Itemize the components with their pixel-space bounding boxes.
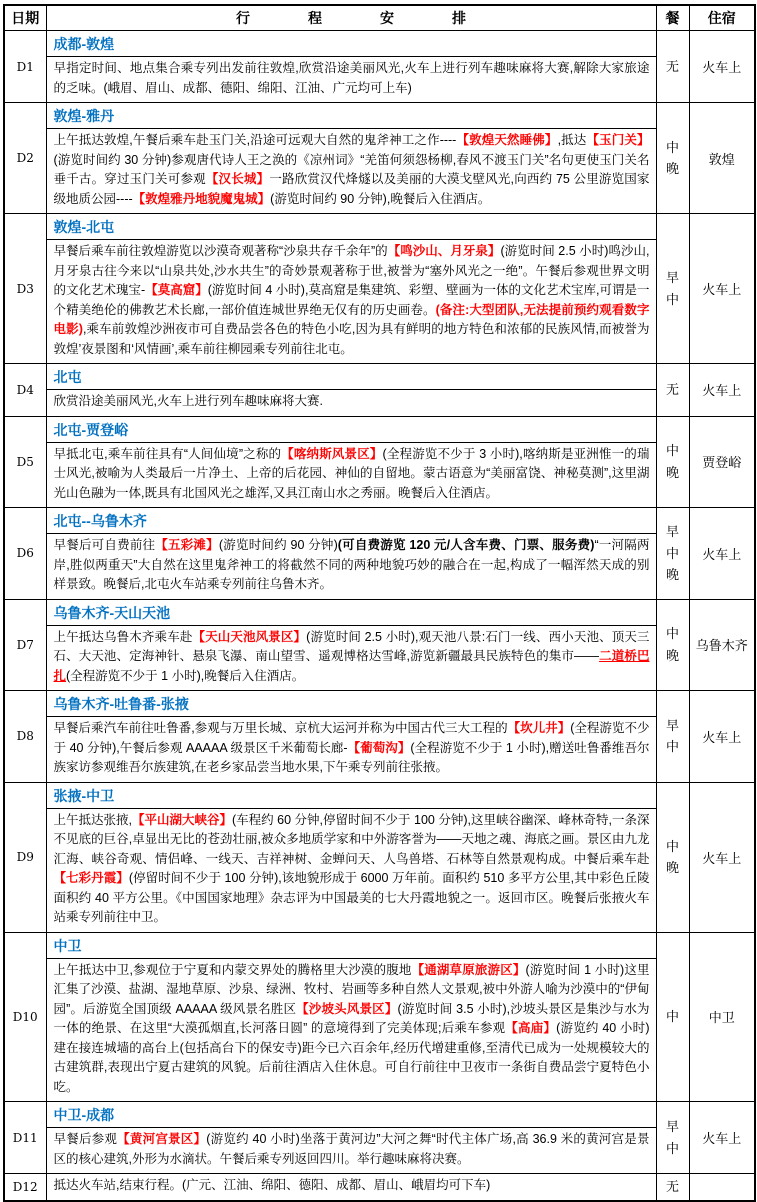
itinerary-cell [46,416,656,508]
lodging-cell: 火车上 [689,214,755,364]
text-segment: 【敦煌雅丹地貌魔鬼城】 [132,191,271,206]
meal-label: 中 [665,1009,679,1025]
text-segment: 上午抵达张掖, [53,812,132,827]
text-segment: (游览时间约 90 分钟) [218,538,338,552]
meal-label: 中 [665,626,679,642]
lodging-cell: 贾登峪 [689,416,755,508]
route-title: 中卫-成都 [53,1107,115,1123]
meals-cell [656,691,689,783]
text-segment: 【喀纳斯风景区】 [281,446,383,461]
header-date: 日期 [4,5,46,31]
route-description [47,809,656,932]
text-segment: (游览时间 2.5 小时),观天池八景:石门一线、西小天池、顶天三石、大天池、定海神针、悬泉飞瀑、南山望雪、遥观博格达雪峰,游览新疆最具民族特色的集市—— [53,629,650,663]
itinerary-cell [46,214,656,364]
itinerary-row [4,782,755,932]
itinerary-row [4,508,755,600]
meal-label: 无 [665,382,679,398]
route-description [47,1174,656,1200]
route-description [47,534,656,599]
itinerary-row [4,214,755,364]
itinerary-cell [46,782,656,932]
text-segment: 【七彩丹霞】 [53,871,129,885]
route-title: 敦煌-北屯 [53,219,115,235]
day-cell: D8 [4,691,46,783]
text-segment: 【鸣沙山、月牙泉】 [387,244,501,258]
route-title: 张掖-中卫 [53,787,115,804]
meal-label: 晚 [665,860,679,875]
itinerary-cell [46,599,656,691]
day-cell: D6 [4,508,46,600]
route-title-bar [47,600,656,626]
route-title-bar [47,691,656,717]
meal-label: 晚 [665,647,679,663]
text-segment: 上午抵达乌鲁木齐乘车赴 [53,629,193,644]
lodging-cell: 火车上 [689,31,755,103]
text-segment: (停留时间不少于 100 分钟),该地貌形成于 6000 万年前。面积约 510 多平方公里,其中彩色丘陵面积约 40 平方公里。《中国国家地理》杂志评为中国最美的七大丹霞地貌之一。返回市区。晚餐后张掖火车站乘专列前往中卫。 [53,871,650,924]
meal-label: 中 [665,739,679,755]
itinerary-row [4,364,755,417]
route-title-bar [47,933,656,959]
text-segment: (游览时间 4 小时),莫高窟是集建筑、彩塑、壁画为一体的文化艺术宝库,可谓是一个精美绝伦的佛教艺术长廊,一部价值连城世界绝无仅有的历史画卷。 [53,283,650,317]
lodging-cell: 乌鲁木齐 [689,599,755,691]
text-segment: “一河隔两岸,胜似两重天”大自然在这里鬼斧神工的将截然不同的两种地貌巧妙的融合在一起,构成了一幅浑然天成的别样景致。晚餐后,北屯火车站乘专列前往乌鲁木齐。 [53,538,650,591]
itinerary-row [4,932,755,1102]
lodging-cell: 敦煌 [689,103,755,214]
route-title: 敦煌-雅丹 [53,108,115,124]
itinerary-row [4,691,755,783]
text-segment: (游览时间 2.5 小时)鸣沙山,月牙泉古往今来以“山泉共处,沙水共生”的奇妙景观著称于世,被誉为“塞外风光之一绝”。午餐后参观世界文明的文化艺术瑰宝- [53,244,650,297]
itinerary-row [4,1102,755,1174]
meals-cell [656,782,689,932]
day-cell: D11 [4,1102,46,1174]
text-segment: 一路欣赏汉代烽燧以及美丽的大漠戈壁风光,向西约 75 公里游览国家级地质公园---- [53,172,650,206]
day-cell: D3 [4,214,46,364]
meals-cell [656,1174,689,1201]
meal-label: 无 [665,58,679,74]
route-title-bar [47,364,656,390]
text-segment: 【沙坡头风景区】 [296,1001,398,1016]
text-segment: 【平山湖大峡谷】 [131,812,233,827]
route-title-bar [47,214,656,240]
lodging-cell: 火车上 [689,508,755,600]
text-segment: 【黄河宫景区】 [117,1132,207,1146]
route-title: 北屯 [53,369,82,385]
meal-label: 中 [665,443,679,459]
day-cell: D10 [4,932,46,1102]
meal-label: 中 [665,545,679,561]
route-title: 北屯--乌鲁木齐 [53,513,147,529]
itinerary-row [4,103,755,214]
text-segment: (全程游览不少于 3 小时),喀纳斯是亚洲惟一的瑞士风光,被喻为人类最后一片净土、上帝的后花园、神仙的自留地。蒙古语意为“美丽富饶、神秘莫测”,这里湖光山色融为一体,既具有北国风光之雄浑,又具江南山水之秀丽。晚餐后入住酒店。 [53,446,650,500]
header-meals: 餐 [656,5,689,31]
meal-label: 晚 [665,566,679,582]
route-title: 中卫 [53,937,82,954]
meals-cell [656,599,689,691]
text-segment: (游览约 40 小时)坐落于黄河边”大河之舞“时代主体广场,高 36.9 米的黄河宫是景区的核心建筑,外形为水滴状。午餐后乘专列返回四川。举行趣味麻将决赛。 [53,1132,650,1166]
day-cell: D7 [4,599,46,691]
lodging-cell: 中卫 [689,932,755,1102]
text-segment: 上午抵达敦煌,午餐后乘车赴玉门关,沿途可远观大自然的鬼斧神工之作---- [53,133,457,147]
route-title: 乌鲁木齐-吐鲁番-张掖 [53,696,189,712]
text-segment: 欣赏沿途美丽风光,火车上进行列车趣味麻将大赛. [53,394,323,408]
text-segment: 早餐后乘汽车前往吐鲁番,参观与万里长城、京杭大运河并称为中国古代三大工程的 [53,721,508,735]
route-title: 乌鲁木齐-天山天池 [53,604,171,621]
itinerary-cell [46,31,656,103]
meals-cell [656,214,689,364]
meal-label: 早 [665,717,679,733]
day-cell: D1 [4,31,46,103]
itinerary-cell [46,932,656,1102]
text-segment: ,抵达 [557,133,587,147]
meal-label: 早 [665,524,679,540]
text-segment: (游览时间 1 小时)这里汇集了沙漠、盐湖、湿地草原、沙泉、绿洲、牧村、岩画等多种自然人文景观,被中外游人喻为沙漠中的“伊甸园”。后游览全国顶级 AAAAA 级风景名胜区 [53,962,650,1016]
itinerary-row [4,599,755,691]
route-title-bar [47,103,656,129]
text-segment: (备注:大型团队,无法提前预约观看数字电影) [53,302,650,336]
text-segment: (游览时间 3.5 小时),沙坡头景区是集沙与水为一体的绝景、在这里“大漠孤烟直,长河落日圆” 的意境得到了完美体现;后乘车参观 [53,1001,650,1035]
lodging-cell: 火车上 [689,782,755,932]
text-segment: 早抵北屯,乘车前往具有“人间仙境”之称的 [53,446,282,461]
itinerary-cell [46,103,656,214]
text-segment: (全程游览不少于 1 小时),赠送吐鲁番维吾尔族家访参观维吾尔族建筑,在老乡家品尝当地水果,下午乘专列前往张掖。 [53,740,650,774]
meal-label: 早 [665,270,679,286]
route-title-bar [47,1102,656,1128]
meal-label: 无 [665,1179,679,1195]
route-description [47,959,656,1102]
meal-label: 中 [665,139,679,155]
text-segment: (游览约 40 小时)建在接连城墙的高台上(包括高台下的保安寺)距今已六百余年,经历代增建重修,至清代已成为一处规模较大的古建筑群,表现出宁夏古建筑的风貌。后前往酒店入住休息。可自行前往中卫夜市一条街自费品尝宁夏特色小吃。 [53,1021,650,1094]
itinerary-table [3,4,756,1202]
text-segment: 【玉门关】 [586,133,650,147]
text-segment: 早餐后参观 [53,1132,118,1146]
route-description [47,717,656,782]
day-cell: D2 [4,103,46,214]
text-segment: (全程游览不少于 1 小时),晚餐后入住酒店。 [66,668,305,683]
itinerary-cell [46,691,656,783]
meals-cell [656,1102,689,1174]
route-title-bar [47,783,656,809]
text-segment: 【五彩滩】 [155,538,219,552]
lodging-cell: 火车上 [689,1102,755,1174]
meal-label: 晚 [665,464,679,480]
header-itinerary [46,5,656,31]
table-header-row [4,5,755,31]
lodging-cell: 火车上 [689,691,755,783]
text-segment: 二道桥巴扎 [53,649,650,683]
meals-cell [656,103,689,214]
text-segment: 【高庙】 [505,1021,557,1035]
text-segment: 【莫高窟】 [145,283,208,297]
text-segment: 【天山天池风景区】 [192,629,307,644]
route-title-bar [47,31,656,57]
meal-label: 中 [665,1140,679,1156]
text-segment: (游览时间约 90 分钟),晚餐后入住酒店。 [270,191,491,206]
route-description [47,57,656,102]
text-segment: 【汉长城】 [205,172,270,186]
meal-label: 早 [665,1119,679,1135]
text-segment: 【葡萄沟】 [347,740,411,755]
route-description [47,390,656,416]
text-segment: (游览时间约 30 分钟)参观唐代诗人王之涣的《凉州词》“羌笛何须怨杨柳,春风不渡玉门关”名句更使玉门关名垂千古。穿过玉门关可参观 [53,152,650,186]
itinerary-cell [46,1102,656,1174]
itinerary-cell [46,1174,656,1201]
itinerary-table-body [4,31,755,1201]
text-segment: 【坎儿井】 [507,721,571,735]
itinerary-cell [46,364,656,417]
route-description [47,1128,656,1173]
route-title: 北屯-贾登峪 [53,421,129,438]
text-segment: 早餐后可自费前往 [53,538,156,552]
meals-cell [656,508,689,600]
day-cell: D12 [4,1174,46,1201]
text-segment: ,乘车前敦煌沙洲夜市可自费品尝各色的特色小吃,因为具有鲜明的地方特色和浓郁的民族风情,而被誉为敦煌’夜景图和‘风情画’,乘车前往柳园乘专列前往北屯。 [53,322,650,356]
route-description [47,626,656,691]
text-segment: 早餐后乘车前往敦煌游览以沙漠奇观著称“沙泉共存千余年”的 [53,244,388,258]
meals-cell [656,364,689,417]
header-lodging: 住宿 [689,5,755,31]
lodging-cell: 火车上 [689,364,755,417]
day-cell: D4 [4,364,46,417]
route-description [47,129,656,213]
meal-label: 中 [665,291,679,307]
route-description [47,240,656,363]
route-title-bar [47,508,656,534]
itinerary-row [4,31,755,103]
meals-cell [656,932,689,1102]
text-segment: 【通湖草原旅游区】 [411,962,526,977]
route-description [47,443,656,508]
text-segment: 【敦煌天然睡佛】 [456,133,558,147]
meals-cell [656,416,689,508]
text-segment: 早指定时间、地点集合乘专列出发前往敦煌,欣赏沿途美丽风光,火车上进行列车趣味麻将大赛,解除大家旅途的乏味。(峨眉、眉山、成都、德阳、绵阳、江油、广元均可上车) [53,61,650,95]
itinerary-row [4,1174,755,1201]
text-segment: 抵达火车站,结束行程。(广元、江油、绵阳、德阳、成都、眉山、峨眉均可下车) [53,1178,491,1192]
header-itinerary-label: 行程安排 [236,10,524,26]
text-segment: 上午抵达中卫,参观位于宁夏和内蒙交界处的腾格里大沙漠的腹地 [53,962,412,977]
meals-cell [656,31,689,103]
meal-label: 晚 [665,161,679,176]
route-title: 成都-敦煌 [53,36,115,52]
day-cell: D9 [4,782,46,932]
lodging-cell [689,1174,755,1201]
text-segment: (可自费游览 120 元/人含车费、门票、服务费) [337,538,595,552]
text-segment: (全程游览不少于 40 分钟),午餐后参观 AAAAA 级景区千米葡萄长廊- [53,721,650,755]
text-segment: (车程约 60 分钟,停留时间不少于 100 分钟),这里峡谷幽深、峰林奇特,一条深不见底的巨谷,卓显出无比的苍劲壮丽,被众多地质学家和中外游客誉为——天地之魂、海底之画。景区由九龙汇海、峡谷奇观、情侣峰、一线天、吉祥神树、金蝉问天、人鸟兽塔、石林等自然景观构成。中餐后乘车赴 [53,812,650,866]
meal-label: 中 [665,838,679,854]
itinerary-row [4,416,755,508]
route-title-bar [47,417,656,443]
day-cell: D5 [4,416,46,508]
itinerary-cell [46,508,656,600]
